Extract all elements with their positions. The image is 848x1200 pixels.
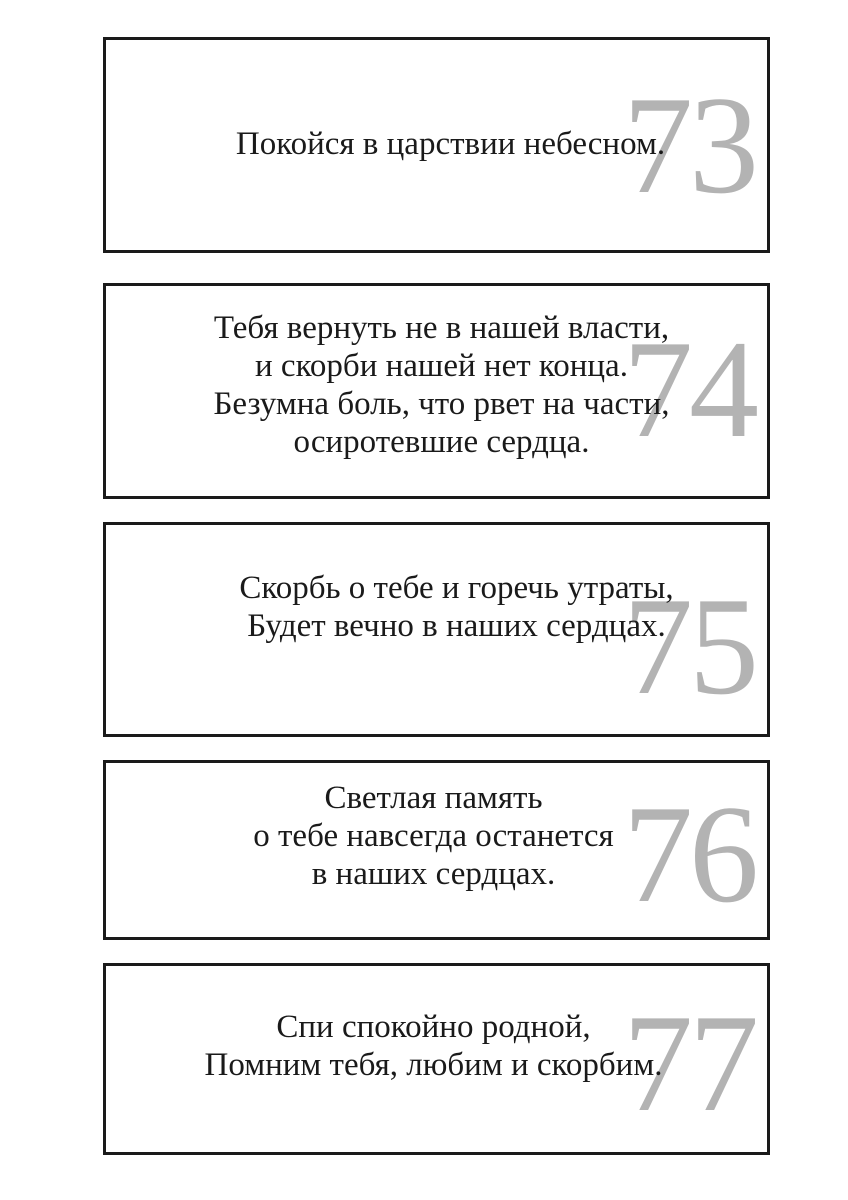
card-number: 75 — [623, 569, 755, 724]
epitaph-card-75 — [103, 522, 770, 737]
epitaph-text — [116, 309, 767, 467]
epitaph-card-73 — [103, 37, 770, 253]
card-number: 77 — [623, 986, 755, 1141]
epitaph-line: Покойся в царствии небесном. — [235, 126, 666, 162]
card-number: 73 — [623, 68, 755, 223]
card-number: 74 — [623, 312, 755, 467]
epitaph-line: Спи спокойно родной, — [276, 1009, 591, 1045]
card-number: 76 — [623, 777, 755, 932]
epitaph-line: Помним тебя, любим и скорбим. — [204, 1047, 663, 1083]
epitaph-line: Тебя вернуть не в нашей власти, — [213, 310, 670, 346]
epitaph-line: и скорби нашей нет конца. — [255, 348, 628, 384]
epitaph-line: Безумна боль, что рвет на части, — [213, 386, 670, 422]
epitaph-card-76 — [103, 760, 770, 940]
epitaph-line: Будет вечно в наших сердцах. — [247, 608, 666, 644]
epitaph-text — [134, 125, 767, 163]
epitaph-text — [103, 1008, 767, 1084]
epitaph-line: о тебе навсегда останется — [253, 818, 614, 854]
epitaph-line: Светлая память — [324, 780, 543, 816]
epitaph-line: в наших сердцах. — [311, 856, 556, 892]
epitaph-line: осиротевшие сердца. — [293, 424, 590, 460]
epitaph-card-74 — [103, 283, 770, 499]
epitaph-card-77 — [103, 963, 770, 1155]
epitaph-line: Скорбь о тебе и горечь утраты, — [239, 570, 674, 606]
epitaph-text — [103, 779, 767, 893]
epitaph-text — [146, 569, 767, 645]
